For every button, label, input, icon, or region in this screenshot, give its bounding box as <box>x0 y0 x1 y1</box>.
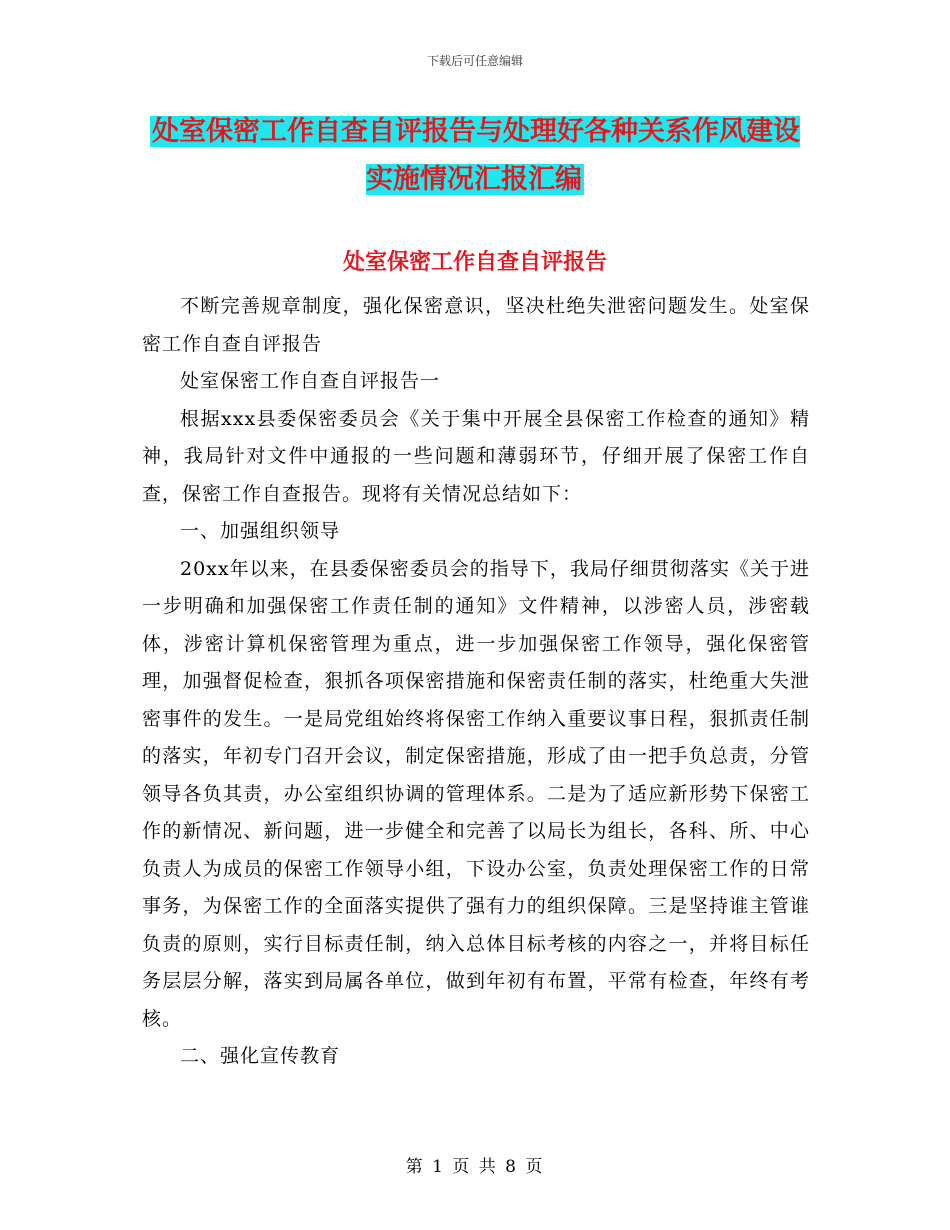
paragraph-leadership-detail: 20xx年以来，在县委保密委员会的指导下，我局仔细贯彻落实《关于进一步明确和加强保密工作责任制的通知》文件精神，以涉密人员，涉密载体，涉密计算机保密管理为重点，进一步加强保密工作领导，强化保密管理，加强督促检查，狠抓各项保密措施和保密责任制的落实，杜绝重大失泄密事件的发生。一是局党组始终将保密工作纳入重要议事日程，狠抓责任制的落实，年初专门召开会议，制定保密措施，形成了由一把手负总责，分管领导各负其责，办公室组织协调的管理体系。二是为了适应新形势下保密工作的新情况、新问题，进一步健全和完善了以局长为组长，各科、所、中心负责人为成员的保密工作领导小组，下设办公室，负责处理保密工作的日常事务，为保密工作的全面落实提供了强有力的组织保障。三是坚持谁主管谁负责的原则，实行目标责任制，纳入总体目标考核的内容之一，并将目标任务层层分解，落实到局属各单位，做到年初有布置，平常有检查，年终有考核。 <box>142 557 810 1030</box>
title-highlight: 处室保密工作自查自评报告与处理好各种关系作风建设实施情况汇报汇编 <box>152 116 800 195</box>
paragraph-intro: 不断完善规章制度，强化保密意识，坚决杜绝失泄密问题发生。处室保密工作自查自评报告 <box>142 295 810 355</box>
paragraph-basis: 根据xxx县委保密委员会《关于集中开展全县保密工作检查的通知》精神，我局针对文件中通报的一些问题和薄弱环节，仔细开展了保密工作自查，保密工作自查报告。现将有关情况总结如下： <box>142 407 810 505</box>
page-indicator: 第 1 页 共 8 页 <box>405 1157 545 1177</box>
header-note: 下载后可任意编辑 <box>426 54 523 68</box>
heading-publicity-education: 二、强化宣传教育 <box>180 1045 341 1067</box>
paragraph-report-heading: 处室保密工作自查自评报告一 <box>180 370 441 392</box>
document-body <box>142 288 810 1076</box>
section-title: 处室保密工作自查自评报告 <box>342 249 607 275</box>
document-title <box>140 108 810 204</box>
heading-organization-leadership: 一、加强组织领导 <box>180 520 341 542</box>
